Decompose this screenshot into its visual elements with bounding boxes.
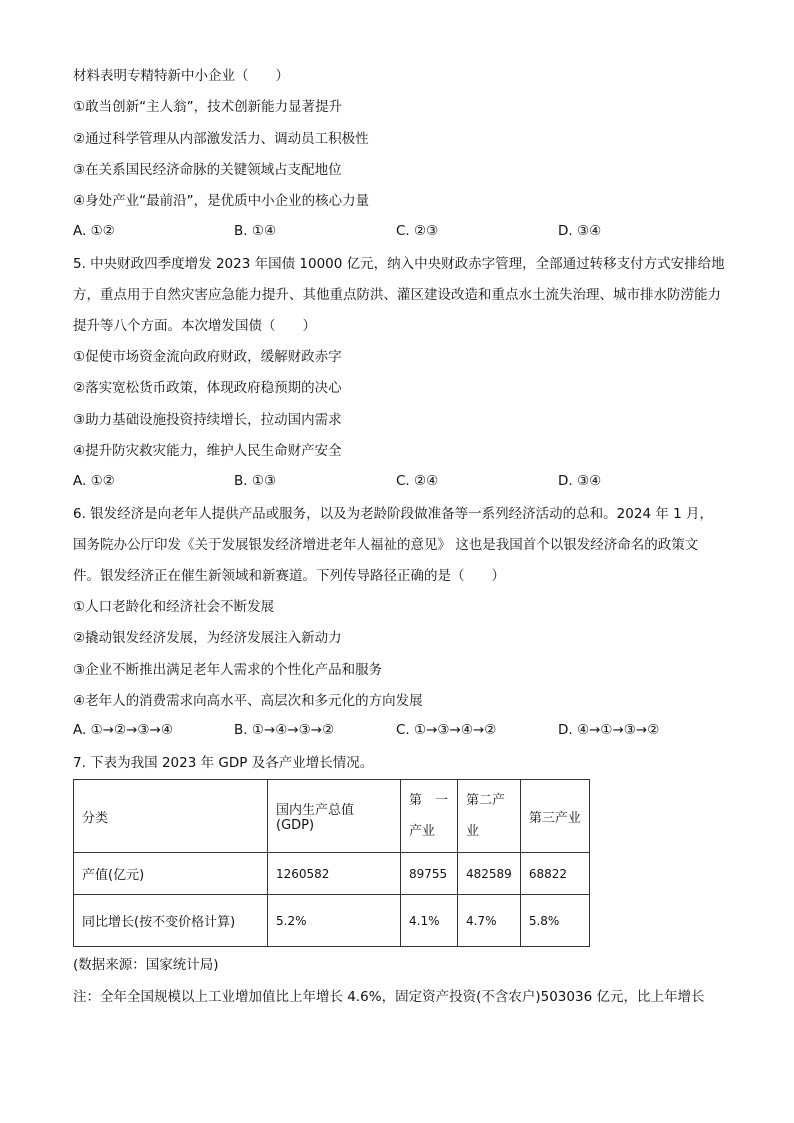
table-header-cell: 第 一产业 (401, 780, 458, 853)
q5-option-d[interactable]: D. ③④ (558, 473, 602, 489)
table-cell: 4.1% (401, 895, 458, 947)
table-cell: 产值(亿元) (74, 853, 268, 895)
q6-option-c[interactable]: C. ①→③→④→② (396, 722, 497, 738)
q4-stem-tail: 材料表明专精特新中小企业（ ） (73, 68, 289, 84)
q6-options (73, 722, 733, 742)
table-header-cell: 国内生产总值(GDP) (268, 780, 401, 853)
q7-stem: 7. 下表为我国 2023 年 GDP 及各产业增长情况。 (73, 755, 374, 771)
table-cell: 同比增长(按不变价格计算) (74, 895, 268, 947)
q6-item-4: ④老年人的消费需求向高水平、高层次和多元化的方向发展 (73, 693, 423, 709)
table-row (74, 853, 590, 895)
q6-item-2: ②撬动银发经济发展，为经济发展注入新动力 (73, 630, 342, 646)
table-cell: 5.2% (268, 895, 401, 947)
q7-note: 注：全年全国规模以上工业增加值比上年增长 4.6%，固定资产投资(不含农户)503036 亿元，比上年增长 (73, 989, 705, 1005)
table-cell: 68822 (520, 853, 589, 895)
table-cell: 4.7% (458, 895, 521, 947)
q5-item-1: ①促使市场资金流向政府财政，缓解财政赤字 (73, 349, 342, 365)
table-header-cell: 分类 (74, 780, 268, 853)
q6-option-d[interactable]: D. ④→①→③→② (558, 722, 660, 738)
q7-data-source: (数据来源：国家统计局) (73, 957, 219, 973)
q5-options (73, 473, 733, 493)
table-cell: 5.8% (520, 895, 589, 947)
q4-item-1: ①敢当创新“主人翁”，技术创新能力显著提升 (73, 99, 343, 115)
table-row (74, 895, 590, 947)
q5-option-b[interactable]: B. ①③ (234, 473, 277, 489)
q6-item-3: ③企业不断推出满足老年人需求的个性化产品和服务 (73, 662, 383, 678)
q6-option-a[interactable]: A. ①→②→③→④ (73, 722, 173, 738)
q4-option-a[interactable]: A. ①② (73, 223, 115, 239)
q5-item-4: ④提升防灾救灾能力，维护人民生命财产安全 (73, 443, 342, 459)
q5-item-3: ③助力基础设施投资持续增长，拉动国内需求 (73, 412, 342, 428)
table-cell: 1260582 (268, 853, 401, 895)
q6-option-b[interactable]: B. ①→④→③→② (234, 722, 335, 738)
q6-item-1: ①人口老龄化和经济社会不断发展 (73, 599, 275, 615)
table-header-cell: 第三产业 (520, 780, 589, 853)
q4-option-d[interactable]: D. ③④ (558, 223, 602, 239)
q4-option-c[interactable]: C. ②③ (396, 223, 439, 239)
q6-stem: 6. 银发经济是向老年人提供产品或服务，以及为老龄阶段做准备等一系列经济活动的总和。2024 年 1 月，国务院办公厅印发《关于发展银发经济增进老年人福祉的意见》 这也是我国首个以银发经济命名的政策文件。银发经济正在催生新领域和新赛道。下列传导路径正确的是（ ） (73, 506, 713, 584)
q5-item-2: ②落实宽松货币政策，体现政府稳预期的决心 (73, 380, 342, 396)
q4-item-4: ④身处产业“最前沿”，是优质中小企业的核心力量 (73, 193, 370, 209)
gdp-table (73, 779, 590, 947)
q4-option-b[interactable]: B. ①④ (234, 223, 277, 239)
table-cell: 482589 (458, 853, 521, 895)
q4-options (73, 223, 733, 243)
table-header-cell: 第二产业 (458, 780, 521, 853)
q5-option-a[interactable]: A. ①② (73, 473, 115, 489)
q4-item-3: ③在关系国民经济命脉的关键领域占支配地位 (73, 162, 342, 178)
q4-item-2: ②通过科学管理从内部激发活力、调动员工积极性 (73, 131, 369, 147)
q5-option-c[interactable]: C. ②④ (396, 473, 439, 489)
table-header-row (74, 780, 590, 853)
table-cell: 89755 (401, 853, 458, 895)
q5-stem: 5. 中央财政四季度增发 2023 年国债 10000 亿元，纳入中央财政赤字管理，全部通过转移支付方式安排给地方，重点用于自然灾害应急能力提升、其他重点防洪、灌区建设改造和重点水土流失治理、城市排水防涝能力提升等八个方面。本次增发国债（ ） (73, 256, 725, 334)
